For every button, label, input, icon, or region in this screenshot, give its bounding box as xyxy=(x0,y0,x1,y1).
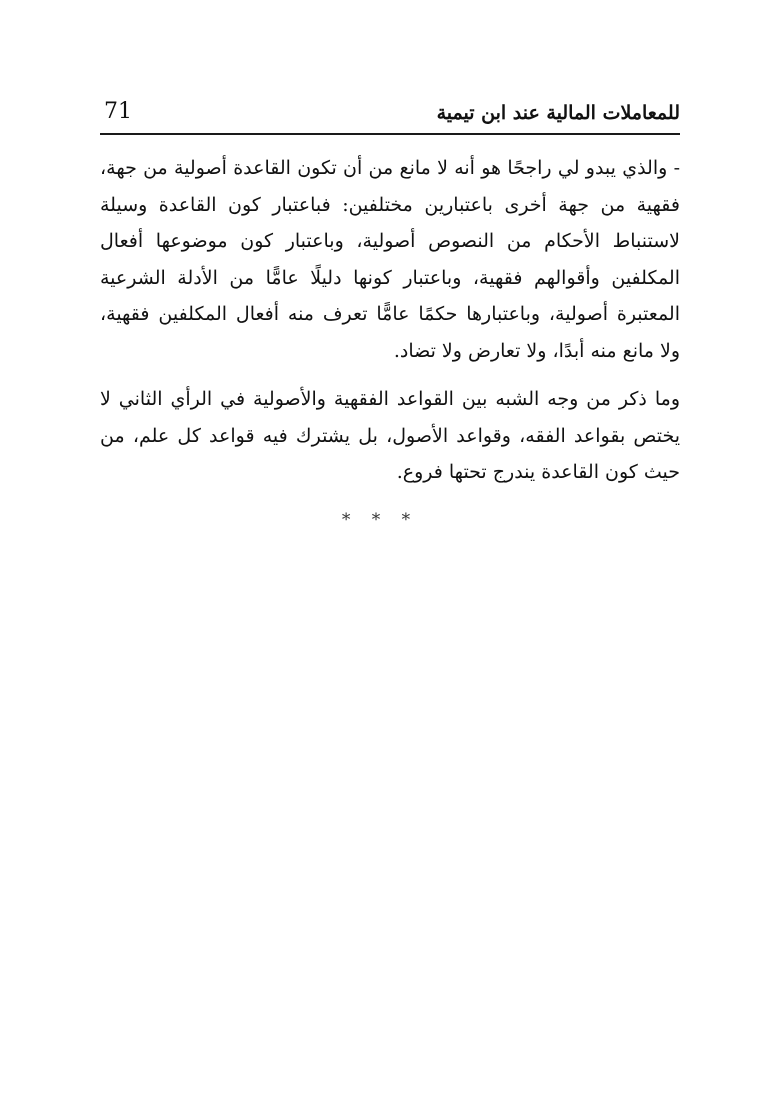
running-title: للمعاملات المالية عند ابن تيمية xyxy=(436,102,680,124)
page-number: 71 xyxy=(104,99,132,124)
paragraph-1: - والذي يبدو لي راجحًا هو أنه لا مانع من أن تكون القاعدة أصولية من جهة، فقهية من جهة أخرى باعتبارين مختلفين: فباعتبار كون القاعدة وسيلة لاستنباط الأحكام من النصوص أصولية، وباعتبار كون موضوعها أفعال المكلفين وأقوالهم فقهية، وباعتبار كونها دليلًا عامًّا من الأدلة الشرعية المعتبرة أصولية، وباعتبارها حكمًا عامًّا تعرف منه أفعال المكلفين فقهية، ولا مانع منه أبدًا، ولا تعارض ولا تضاد. xyxy=(100,157,680,362)
running-header xyxy=(100,92,680,132)
header-rule xyxy=(100,133,680,135)
section-separator: * * * xyxy=(341,510,419,530)
paragraph-2: وما ذكر من وجه الشبه بين القواعد الفقهية والأصولية في الرأي الثاني لا يختص بقواعد الفقه، وقواعد الأصول، بل يشترك فيه قواعد كل علم، من حيث كون القاعدة يندرج تحتها فروع. xyxy=(100,388,680,483)
body-text xyxy=(100,150,680,491)
